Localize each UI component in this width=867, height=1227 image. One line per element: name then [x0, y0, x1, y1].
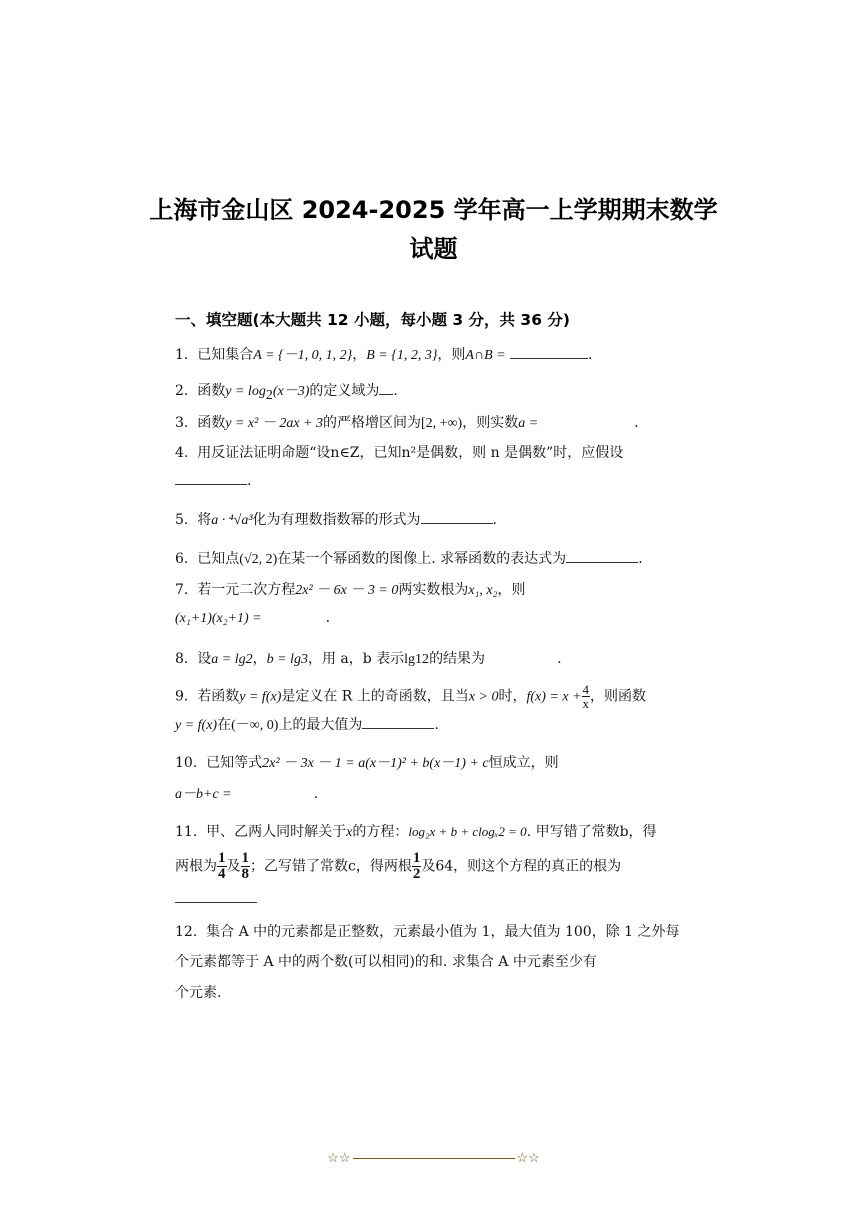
math-expression: 2x² － 6x － 3 = 0 — [295, 583, 399, 598]
question-text: 集合 A 中的元素都是正整数，元素最小值为 1，最大值为 100，除 1 之外每 — [206, 924, 680, 940]
question-10 — [175, 752, 559, 772]
question-text: 函数 — [197, 383, 226, 399]
answer-blank — [566, 550, 638, 563]
math-expression: y = f(x) — [239, 689, 282, 705]
math-expression: f(x) = x + — [526, 689, 582, 705]
question-11-continued — [175, 851, 621, 882]
answer-blank — [175, 890, 257, 903]
math-expression: (x－3) — [272, 384, 310, 399]
footer-ornament — [0, 1151, 867, 1166]
star-icon: ☆☆ — [516, 1151, 540, 1166]
question-5 — [175, 509, 497, 529]
math-fraction — [412, 851, 422, 882]
question-4-answer-line — [175, 472, 251, 489]
question-number: 1. — [175, 347, 189, 363]
question-number: 10. — [175, 755, 198, 771]
question-text: . — [492, 512, 497, 528]
question-12-line-3 — [175, 982, 221, 1002]
math-expression: a = — [518, 416, 539, 431]
question-number: 2. — [175, 383, 189, 399]
question-text: 个元素都等于 A 中的两个数(可以相同)的和. 求集合 A 中元素至少有 — [175, 954, 597, 970]
question-text: 若一元二次方程 — [197, 582, 296, 598]
question-text: 用反证法证明命题“设n∈Z，已知n²是偶数，则 n 是偶数”时，应假设 — [197, 445, 624, 461]
question-text: . — [588, 347, 593, 363]
question-text: 化为有理数指数幂的形式为 — [252, 512, 421, 528]
question-text: ，则 — [437, 347, 466, 363]
math-subscript: 2 — [265, 387, 273, 403]
math-fraction — [217, 851, 227, 882]
math-expression: (√2, 2) — [239, 552, 278, 567]
question-text: 个元素. — [175, 985, 222, 1001]
question-text: 在 — [217, 717, 232, 733]
math-expression: x — [346, 825, 353, 840]
question-number: 3. — [175, 415, 189, 431]
question-text: . — [557, 651, 562, 667]
math-expression: log₂x + b + clogₓ2 = 0 — [408, 824, 527, 839]
question-text: 恒成立，则 — [488, 755, 559, 771]
question-text: 两实数根为 — [398, 582, 469, 598]
answer-blank — [421, 511, 493, 524]
fraction-numerator: 4 — [582, 682, 590, 697]
fraction-numerator: 1 — [412, 850, 421, 866]
question-text: 上的最大值为 — [278, 717, 363, 733]
answer-blank — [510, 346, 588, 359]
math-expression: y = f(x) — [175, 718, 218, 733]
question-text: 函数 — [197, 415, 226, 431]
question-12-line-2 — [175, 951, 597, 971]
answer-blank — [175, 472, 247, 485]
question-text: 时， — [498, 688, 527, 705]
question-text: 甲、乙两人同时解关于 — [206, 824, 347, 840]
question-text: 的方程： — [352, 824, 409, 840]
question-text: . — [434, 717, 439, 733]
question-text: . — [393, 383, 398, 399]
fraction-numerator: 1 — [218, 850, 226, 866]
math-expression: [2, +∞) — [421, 416, 463, 431]
question-2 — [175, 380, 398, 404]
question-text: . 甲写错了常数b，得 — [526, 824, 657, 840]
question-10-expression — [175, 783, 318, 803]
question-7-expression — [175, 610, 330, 627]
question-text: 及64，则这个方程的真正的根为 — [421, 858, 622, 875]
question-number: 6. — [175, 551, 189, 567]
question-text: 将 — [197, 512, 212, 528]
math-expression: (－∞, 0) — [231, 718, 279, 733]
math-expression: B = {1, 2, 3} — [366, 348, 438, 363]
question-text: 的严格增区间为 — [323, 415, 421, 431]
question-text: ，则实数 — [462, 415, 519, 431]
math-fraction — [582, 683, 591, 710]
question-text: 及 — [226, 858, 241, 875]
question-text: ；乙写错了常数c，得两根 — [250, 858, 412, 875]
question-text: . — [638, 551, 643, 567]
question-text: 的定义域为 — [309, 383, 380, 399]
question-text: . — [313, 786, 319, 802]
fraction-numerator: 1 — [241, 850, 249, 866]
answer-blank — [362, 716, 434, 729]
question-text: ，则 — [497, 582, 526, 598]
question-6 — [175, 548, 643, 568]
math-expression: y = x² － 2ax + 3 — [225, 416, 323, 431]
question-12 — [175, 921, 680, 941]
question-9-continued — [175, 714, 439, 734]
question-text: 已知集合 — [197, 347, 254, 363]
math-expression: A∩B = — [465, 348, 506, 363]
question-11-answer-line — [175, 890, 257, 907]
math-expression: y = log — [225, 384, 266, 399]
divider-line — [353, 1158, 515, 1159]
question-text: 设 — [197, 651, 212, 667]
document-title: 上海市金山区 2024-2025 学年高一上学期期末数学 — [149, 196, 718, 224]
question-4 — [175, 442, 623, 462]
question-number: 4. — [175, 445, 189, 461]
question-number: 7. — [175, 582, 189, 598]
question-text: ， — [352, 347, 367, 363]
question-number: 12. — [175, 924, 198, 940]
question-3 — [175, 412, 639, 432]
question-text: 是定义在 R 上的奇函数，且当 — [281, 688, 469, 705]
question-number: 9. — [175, 688, 189, 705]
question-number: 11. — [175, 824, 198, 840]
question-8: 8. 设a = lg2，b = lg3，用 a，b 表示lg12的结果为 . — [175, 651, 562, 667]
question-number: 8. — [175, 651, 189, 667]
question-1 — [175, 344, 593, 364]
fraction-denominator: x — [582, 696, 590, 711]
question-text: . — [325, 610, 331, 626]
question-text: 若函数 — [197, 688, 240, 705]
question-text: . — [634, 415, 639, 431]
fraction-denominator: 8 — [241, 866, 249, 882]
question-text: 在某一个幂函数的图像上. 求幂函数的表达式为 — [277, 551, 567, 567]
question-number: 5. — [175, 512, 189, 528]
math-fraction — [241, 851, 251, 882]
star-icon: ☆☆ — [327, 1151, 351, 1166]
math-expression: a－b+c = — [175, 787, 232, 802]
math-expression: (x₁+1)(x₂+1) = — [175, 611, 262, 626]
fraction-denominator: 2 — [412, 866, 421, 882]
question-9 — [175, 683, 646, 710]
question-11 — [175, 821, 657, 841]
question-text: 两根为 — [175, 858, 217, 875]
question-text: ，用 a，b 表示 — [307, 651, 405, 667]
math-expression: a = lg2 — [211, 652, 253, 667]
question-text: 已知等式 — [206, 755, 263, 771]
math-expression: 2x² － 3x － 1 = a(x－1)² + b(x－1) + c — [262, 756, 489, 771]
math-expression: lg12 — [404, 652, 430, 667]
fraction-denominator: 4 — [218, 866, 226, 882]
section-heading: 一、填空题(本大题共 12 小题，每小题 3 分，共 36 分) — [175, 311, 570, 329]
question-text: . — [247, 473, 252, 489]
question-text: 的结果为 — [429, 651, 486, 667]
question-7 — [175, 579, 526, 599]
math-expression: A = {－1, 0, 1, 2} — [253, 348, 353, 363]
document-title-continued: 试题 — [409, 235, 458, 263]
math-expression: a · ⁴√a³ — [211, 513, 253, 528]
answer-blank — [379, 382, 393, 395]
math-expression: x₁, x₂ — [468, 583, 498, 598]
question-text: ，则函数 — [590, 688, 647, 705]
math-expression: b = lg3 — [266, 652, 308, 667]
math-expression: x > 0 — [468, 689, 499, 705]
question-text: 已知点 — [197, 551, 240, 567]
